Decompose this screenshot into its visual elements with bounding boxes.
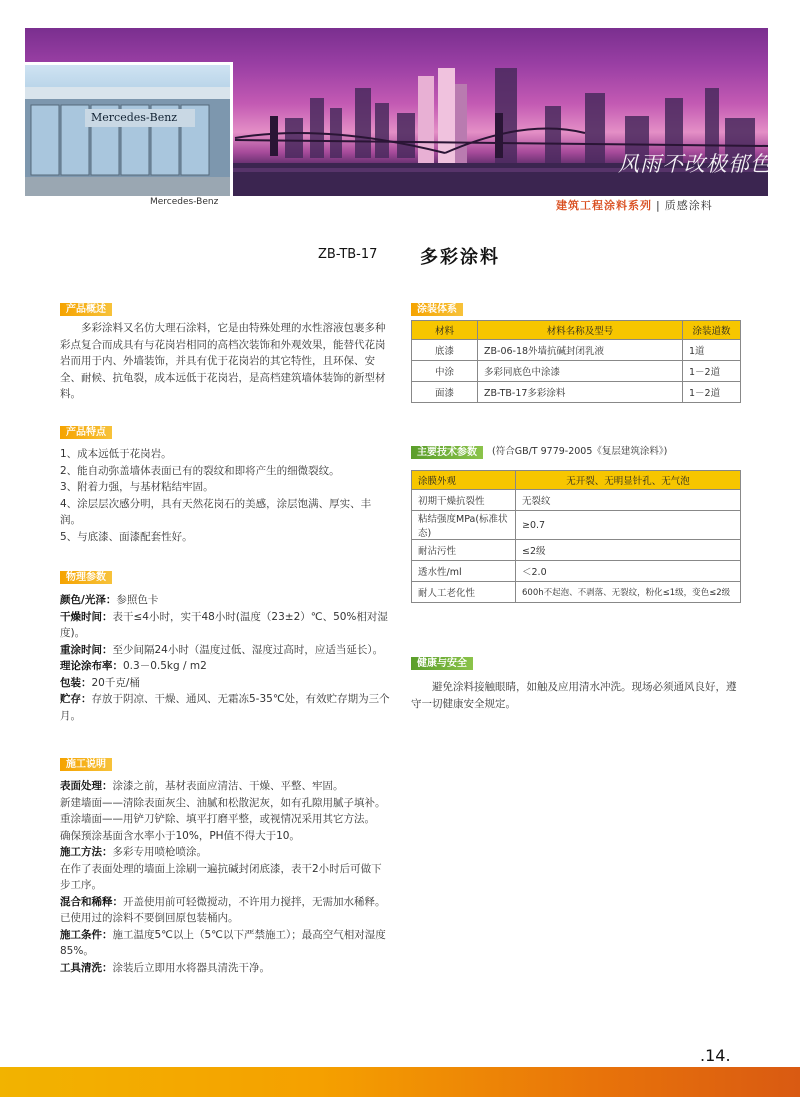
physical-value: 存放于阴凉、干燥、通风、无霜冻5-35℃处，有效贮存期为三个月。 (60, 693, 390, 722)
system-header-row (412, 321, 741, 340)
construction-value: 涂漆之前，基材表面应清洁、干燥、平整、牢固。 (112, 780, 344, 792)
safety-body: 避免涂料接触眼睛，如触及应用清水冲洗。现场必须通风良好，遵守一切健康安全规定。 (411, 681, 737, 710)
tech-row (412, 490, 741, 511)
system-cell: 面漆 (412, 382, 478, 403)
construction-key: 施工条件： (60, 928, 113, 941)
system-row (412, 340, 741, 361)
tech-cell: 耐沾污性 (412, 540, 516, 561)
construction-para: 确保预涂基面含水率小于10%，PH值不得大于10。 (60, 829, 300, 842)
construction-para (60, 778, 390, 795)
product-code: ZB-TB-17 (318, 247, 378, 262)
tech-cell: 耐人工老化性 (412, 582, 516, 603)
physical-heading: 物理参数 (60, 571, 112, 584)
page-number: .14. (700, 1046, 731, 1065)
system-cell: 1－2道 (683, 361, 741, 382)
physical-key: 理论涂布率： (60, 660, 123, 672)
construction-value: 多彩专用喷枪喷涂。 (112, 846, 207, 858)
system-col-header: 涂装道数 (683, 321, 741, 340)
physical-key: 重涂时间： (60, 643, 113, 656)
footer-bar (0, 1067, 800, 1097)
product-name: 多彩涂料 (420, 247, 500, 268)
tech-cell: 无裂纹 (516, 490, 741, 511)
feature-item: 4、涂层层次感分明，具有天然花岗石的美感，涂层饱满、厚实、丰润。 (60, 497, 372, 526)
construction-value: 涂装后立即用水将器具清洗干净。 (112, 961, 270, 974)
system-heading: 涂装体系 (411, 303, 463, 316)
system-cell: 中涂 (412, 361, 478, 382)
physical-value: 20千克/桶 (91, 676, 140, 689)
tech-heading: 主要技术参数 (411, 446, 483, 459)
construction-para (60, 960, 390, 977)
tech-row (412, 561, 741, 582)
system-cell: 多彩同底色中涂漆 (478, 361, 683, 382)
safety-heading: 健康与安全 (411, 657, 473, 670)
tech-cell: 初期干燥抗裂性 (412, 490, 516, 511)
physical-key: 贮存： (60, 693, 92, 705)
feature-item: 5、与底漆、面漆配套性好。 (60, 530, 193, 543)
tech-cell: ≥0.7 (516, 511, 741, 540)
construction-heading: 施工说明 (60, 758, 112, 771)
physical-row (60, 642, 390, 659)
construction-para (60, 894, 390, 927)
features-list (60, 446, 390, 545)
tech-col-header: 无开裂、无明显针孔、无气泡 (516, 471, 741, 490)
physical-row (60, 691, 390, 724)
system-table (411, 320, 741, 403)
series-sub: 质感涂料 (664, 199, 713, 212)
system-cell: 1道 (683, 340, 741, 361)
construction-para (60, 844, 390, 861)
physical-value: 参照色卡 (116, 594, 159, 606)
physical-value: 表干≤4小时，实干48小时(温度（23±2）℃、50%相对湿度)。 (60, 610, 388, 639)
system-col-header: 材料 (412, 321, 478, 340)
construction-para: 在作了表面处理的墙面上涂刷一遍抗碱封闭底漆，表干2小时后可做下步工序。 (60, 862, 382, 891)
photo-caption: Mercedes-Benz (150, 197, 219, 207)
construction-value: 开盖使用前可轻微搅动，不许用力搅拌，无需加水稀释。已使用过的涂料不要倒回原包装桶内。 (60, 895, 386, 924)
overview-body: 多彩涂料又名仿大理石涂料，它是由特殊处理的水性溶液包裹多种彩点复合而成具有与花岗岩相同的高档次装饰和外观效果，能替代花岗岩而用于内、外墙装饰，并具有优于花岗岩的其它特性，且环保、安全、耐候、抗龟裂，成本远低于花岗岩，是高档建筑墙体装饰的新型材料。 (60, 322, 386, 400)
physical-row (60, 609, 390, 642)
series-name: 建筑工程涂料系列 (556, 199, 652, 212)
tech-table (411, 470, 741, 603)
system-cell: 1－2道 (683, 382, 741, 403)
tech-cell: 600h不起泡、不剥落、无裂纹，粉化≤1级，变色≤2级 (516, 582, 741, 603)
construction-key: 表面处理： (60, 780, 113, 792)
feature-item: 2、能自动弥盖墙体表面已有的裂纹和即将产生的细微裂纹。 (60, 464, 340, 477)
system-cell: 底漆 (412, 340, 478, 361)
overview-heading: 产品概述 (60, 303, 112, 316)
construction-para: 新建墙面——清除表面灰尘、油腻和松散泥灰，如有孔隙用腻子填补。 (60, 796, 386, 809)
series-separator: | (656, 199, 661, 212)
features-heading: 产品特点 (60, 426, 112, 439)
system-row (412, 361, 741, 382)
construction-value: 施工温度5℃以上（5℃以下严禁施工）；最高空气相对湿度85%。 (60, 928, 386, 957)
calligraphy-slogan: 风雨不改极郁色 (618, 152, 772, 176)
construction-key: 施工方法： (60, 846, 113, 858)
physical-key: 包装： (60, 676, 92, 689)
tech-standard: (符合GB/T 9779-2005《复层建筑涂料》) (492, 446, 668, 457)
construction-para (60, 927, 390, 960)
physical-list (60, 592, 390, 724)
feature-item: 1、成本远低于花岗岩。 (60, 448, 172, 460)
construction-para: 重涂墙面——用铲刀铲除、填平打磨平整，或视情况采用其它方法。 (60, 813, 375, 825)
physical-key: 干燥时间： (60, 610, 113, 623)
tech-header-row (412, 471, 741, 490)
tech-col-header: 涂膜外观 (412, 471, 516, 490)
tech-cell: 透水性/ml (412, 561, 516, 582)
physical-value: 至少间隔24小时（温度过低、湿度过高时，应适当延长）。 (112, 643, 384, 656)
physical-row (60, 592, 390, 609)
feature-item: 3、附着力强，与基材粘结牢固。 (60, 481, 214, 493)
showroom-sign: Mercedes-Benz (91, 111, 178, 124)
tech-cell: ＜2.0 (516, 561, 741, 582)
tech-row (412, 582, 741, 603)
physical-row (60, 658, 390, 675)
tech-cell: 粘结强度MPa(标准状态) (412, 511, 516, 540)
physical-value: 0.3－0.5kg / m2 (123, 660, 207, 672)
construction-body (60, 778, 390, 976)
showroom-photo (25, 62, 233, 196)
system-cell: ZB-06-18外墙抗碱封闭乳液 (478, 340, 683, 361)
series-label (556, 197, 713, 213)
tech-row (412, 540, 741, 561)
physical-key: 颜色/光泽： (60, 594, 117, 606)
tech-row (412, 511, 741, 540)
system-cell: ZB-TB-17多彩涂料 (478, 382, 683, 403)
system-row (412, 382, 741, 403)
tech-cell: ≤2级 (516, 540, 741, 561)
construction-key: 混合和稀释： (60, 895, 123, 908)
construction-key: 工具清洗： (60, 961, 113, 974)
physical-row (60, 675, 390, 692)
system-col-header: 材料名称及型号 (478, 321, 683, 340)
